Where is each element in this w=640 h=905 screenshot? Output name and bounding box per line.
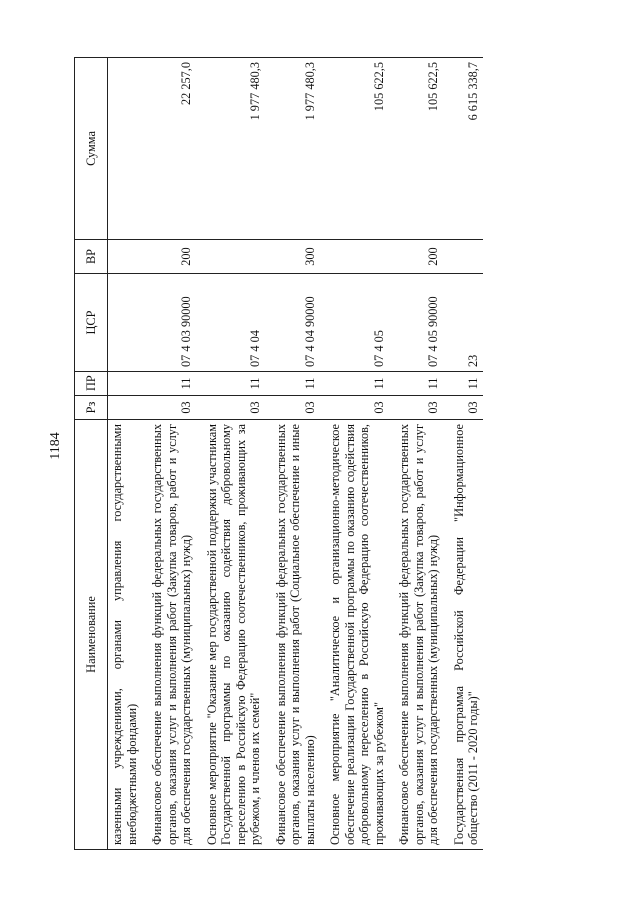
row-vr [196,240,265,274]
row-rz: 03 [141,396,196,420]
row-sum: 105 622,5 [388,58,443,240]
table-row [319,58,388,850]
row-sum: 22 257,0 [141,58,196,240]
row-pr: 11 [388,372,443,396]
row-name: Финансовое обеспечение выполнения функций федеральных государственных органов, оказания услуг и выполнения работ (Социальное обеспечение и иные выплаты населению) [265,420,320,850]
row-csr: 07 4 03 90000 [141,274,196,372]
row-rz: 03 [443,396,483,420]
header-vr: ВР [75,240,108,274]
row-name: Финансовое обеспечение выполнения функций федеральных государственных органов, оказания услуг и выполнения работ (Закупка товаров, работ и услуг для обеспечения государственных (муниципальных) нужд) [388,420,443,850]
table-header-row [75,58,108,850]
row-sum: 1 977 480,3 [196,58,265,240]
header-sum: Сумма [75,58,108,240]
budget-table [74,57,483,850]
row-pr: 11 [443,372,483,396]
row-vr [319,240,388,274]
row-sum: 1 977 480,3 [265,58,320,240]
budget-table-container [74,58,586,850]
row-rz: 03 [388,396,443,420]
row-vr: 200 [141,240,196,274]
row-csr: 07 4 04 90000 [265,274,320,372]
header-name: Наименование [75,420,108,850]
page-number: 1184 [48,432,63,460]
table-row [265,58,320,850]
table-row [196,58,265,850]
row-name: Основное мероприятие "Оказание мер государственной поддержки участникам Государственной программы по оказанию содействия добровольному переселению в Российскую Федерацию соотечественников, проживающих за рубежом, и членов их семей" [196,420,265,850]
row-rz: 03 [265,396,320,420]
row-csr: 07 4 05 [319,274,388,372]
row-pr: 11 [141,372,196,396]
row-vr: 200 [388,240,443,274]
row-csr: 23 [443,274,483,372]
row-rz: 03 [319,396,388,420]
row-pr: 11 [319,372,388,396]
row-pr: 11 [196,372,265,396]
row-name: Государственная программа Российской Федерации "Информационное общество (2011 - 2020 годы)" [443,420,483,850]
row-sum: 105 622,5 [319,58,388,240]
table-row [108,58,142,850]
row-sum: 6 615 338,7 [443,58,483,240]
row-vr [108,240,142,274]
row-pr [108,372,142,396]
row-csr: 07 4 04 [196,274,265,372]
row-csr: 07 4 05 90000 [388,274,443,372]
row-name: казенными учреждениями, органами управления государственными внебюджетными фондами) [108,420,142,850]
header-rz: Рз [75,396,108,420]
table-row [443,58,483,850]
row-csr [108,274,142,372]
row-vr: 300 [265,240,320,274]
row-sum [108,58,142,240]
row-name: Основное мероприятие "Аналитическое и организационно-методическое обеспечение реализации Государственной программы по оказанию содействия добровольному переселению в Российскую Федерацию соотечественников, проживающих за рубежом" [319,420,388,850]
header-csr: ЦСР [75,274,108,372]
row-rz [108,396,142,420]
table-row [141,58,196,850]
row-pr: 11 [265,372,320,396]
row-rz: 03 [196,396,265,420]
row-vr [443,240,483,274]
header-pr: ПР [75,372,108,396]
row-name: Финансовое обеспечение выполнения функций федеральных государственных органов, оказания услуг и выполнения работ (Закупка товаров, работ и услуг для обеспечения государственных (муниципальных) нужд) [141,420,196,850]
table-row [388,58,443,850]
